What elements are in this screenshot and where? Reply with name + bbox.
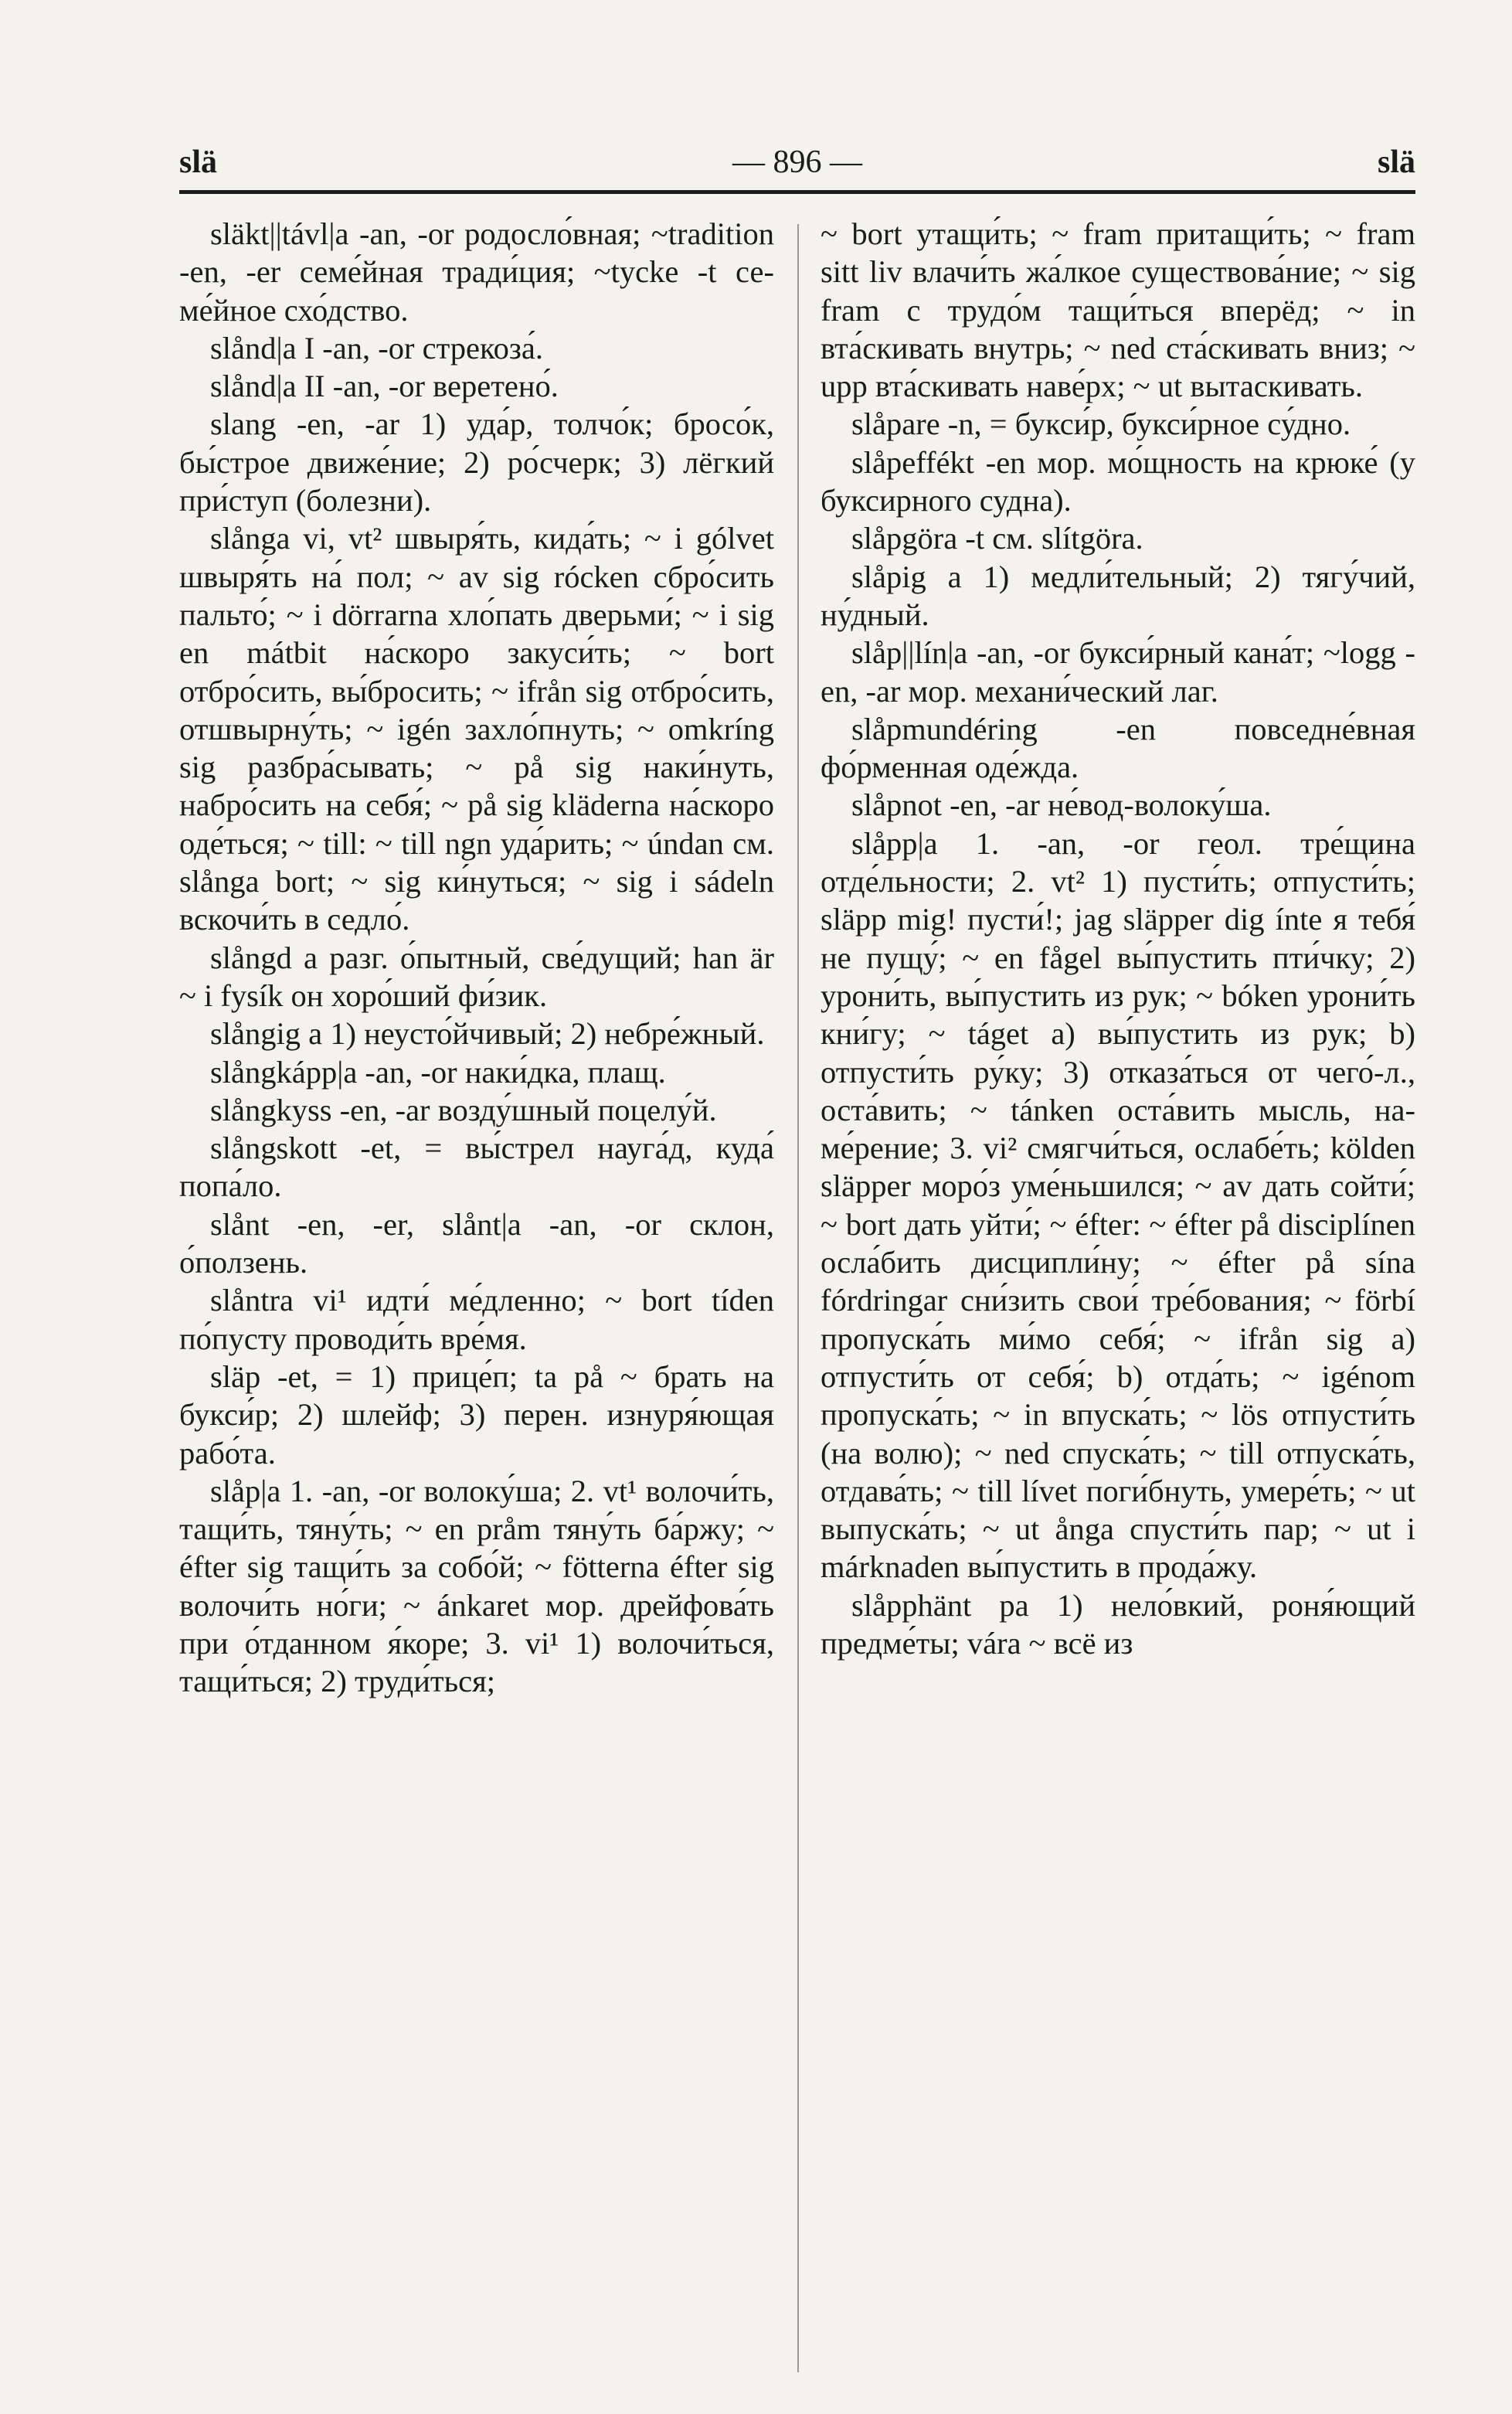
right-column bbox=[821, 215, 1415, 1662]
dictionary-entry: slångkápp|a -an, -or наки́дка, плащ. bbox=[210, 1054, 666, 1090]
dictionary-entry: slåp|a 1. -an, -or волоку́ша; 2. vt¹ волочи́ть, тащи́ть, тяну́ть; ~ en pråm тяну́ть ба́ржу; ~ éfter sig тащи́ть за собо́й; ~ fötterna éfter sig волочи́ть но́ги; ~ ánkaret мор. дрейфова́ть при о́тданном я́коре; 3. vi¹ 1) волочи́ться, тащи́ться; 2) труди́ться; bbox=[179, 1473, 774, 1699]
dictionary-entry: slångkyss -en, -ar возду́шный поцелу́й. bbox=[210, 1092, 717, 1127]
header-right-guideword: slä bbox=[1377, 144, 1415, 180]
header-rule bbox=[179, 190, 1415, 194]
dictionary-entry: slåntra vi¹ идти́ ме́дленно; ~ bort tíden по́пусту проводи́ть вре́мя. bbox=[179, 1283, 774, 1356]
dictionary-entry: slånd|a I -an, -or стрекоза́. bbox=[210, 330, 543, 366]
dictionary-entry: slåpgöra -t см. slítgöra. bbox=[851, 521, 1143, 556]
dictionary-entry: slånd|a II -an, -or веретено́. bbox=[210, 369, 559, 404]
dictionary-entry: släkt||távl|a -an, -or родосло́вная; ~tradition -en, -er семе́йная тради́ция; ~tycke -t семе́йное схо́дство. bbox=[179, 216, 774, 328]
dictionary-entry: slångig a 1) неусто́йчивый; 2) небре́жный. bbox=[210, 1016, 765, 1052]
page-header bbox=[179, 138, 1415, 184]
dictionary-entry: slåpare -n, = букси́р, букси́рное су́дно. bbox=[851, 406, 1351, 442]
header-left-guideword: slä bbox=[179, 144, 218, 180]
dictionary-entry: slånt -en, -er, slånt|a -an, -or склон, о́ползень. bbox=[179, 1206, 774, 1280]
dictionary-entry: släp -et, = 1) прице́п; ta på ~ брать на букси́р; 2) шлейф; 3) перен. изнуря́ющая рабо́та. bbox=[179, 1358, 774, 1470]
dictionary-entry: slångd a разг. о́пытный, све́дущий; han är ~ i fysík он хоро́ший фи́зик. bbox=[179, 940, 774, 1013]
dictionary-entry: slang -en, -ar 1) уда́р, толчо́к; бросо́к, бы́строе движе́ние; 2) ро́счерк; 3) лёгкий при́ступ (болезни). bbox=[179, 406, 774, 518]
left-column bbox=[179, 215, 774, 1701]
dictionary-entry: ~ bort утащи́ть; ~ fram притащи́ть; ~ fram sitt liv влачи́ть жа́лкое существова́ние; ~ sig fram с трудо́м тащи́ться вперёд; ~ in вта́скивать внутрь; ~ ned ста́скивать вниз; ~ upp вта́скивать наве́рх; ~ ut вытаскивать. bbox=[821, 216, 1415, 404]
dictionary-entry: slånga vi, vt² швыря́ть, кида́ть; ~ i gólvet швыря́ть на́ пол; ~ av sig rócken сбро́сить пальто́; ~ i dörrarna хло́пать дверьми́; ~ i sig en mátbit на́скоро закуси́ть; ~ bort отбро́сить, вы́бросить; ~ ifrån sig отбро́сить, отшвырну́ть; ~ igén захло́пнуть; ~ omkríng sig разбра́сывать; ~ på sig наки́нуть, набро́сить на себя́; ~ på sig kläderna на́скоро оде́ться; ~ till: ~ till ngn уда́рить; ~ úndan см. slånga bort; ~ sig ки́нуться; ~ sig i sádeln вскочи́ть в седло́. bbox=[179, 521, 774, 937]
dictionary-entry: slåpphänt pa 1) нело́вкий, роня́ющий предме́ты; vára ~ всё из bbox=[821, 1587, 1415, 1661]
dictionary-entry: slångskott -et, = вы́стрел науга́д, куда́ попа́ло. bbox=[179, 1130, 774, 1204]
dictionary-entry: slåpmundéring -en повседне́вная фо́рменная оде́жда. bbox=[821, 711, 1415, 785]
column-divider bbox=[797, 224, 799, 2372]
dictionary-entry: slåpeffékt -en мор. мо́щность на крюке́ (у буксирного судна). bbox=[821, 444, 1415, 518]
dictionary-entry: slåp||lín|a -an, -or букси́рный кана́т; ~logg -en, -ar мор. механи́ческий лаг. bbox=[821, 635, 1415, 709]
page-number: — 896 — bbox=[732, 144, 862, 180]
dictionary-entry: slåpp|a 1. -an, -or геол. тре́щина отде́льности; 2. vt² 1) пусти́ть; отпусти́ть; släpp mig! пусти́!; jag släpper dig ínte я тебя́ не пущу́; ~ en fågel вы́пустить пти́чку; 2) урони́ть, вы́пустить из рук; ~ bóken урони́ть кни́гу; ~ táget a) вы́пустить из рук; b) отпусти́ть ру́ку; 3) отказа́ться от чего́-л., оста́вить; ~ tánken оста́вить мысль, наме́рение; 3. vi² смягчи́ться, ослабе́ть; kölden släpper моро́з уме́ньшился; ~ av дать сойти́; ~ bort дать уйти́; ~ éfter: ~ éfter på disciplínen осла́бить дисципли́ну; ~ éfter på sína fórdringar сни́зить свои́ тре́бования; ~ förbí пропуска́ть ми́мо себя́; ~ ifrån sig a) отпусти́ть от себя́; b) отда́ть; ~ igénom пропуска́ть; ~ in впуска́ть; ~ lös отпусти́ть (на волю); ~ ned спуска́ть; ~ till отпуска́ть, отдава́ть; ~ till lívet поги́бнуть, умере́ть; ~ ut выпуска́ть; ~ ut ånga спусти́ть пар; ~ ut i márknaden вы́пустить в прода́жу. bbox=[821, 825, 1415, 1585]
dictionary-entry: slåpig a 1) медли́тельный; 2) тягу́чий, ну́дный. bbox=[821, 559, 1415, 632]
dictionary-entry: slåpnot -en, -ar не́вод-волоку́ша. bbox=[851, 787, 1272, 823]
